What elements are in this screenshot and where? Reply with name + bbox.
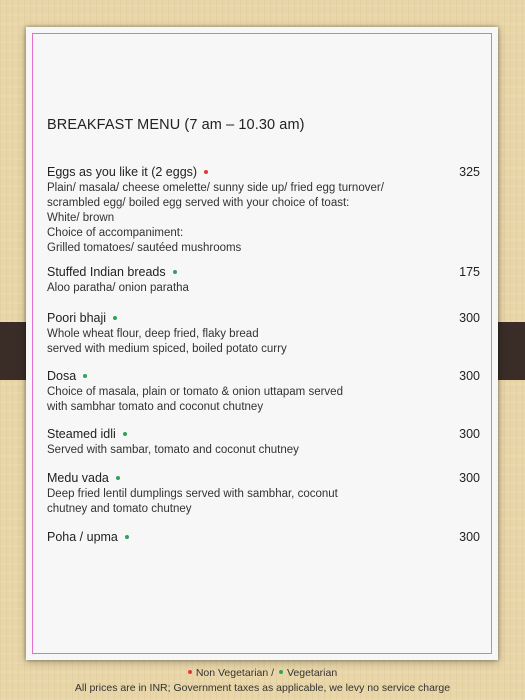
veg-dot-icon [116,476,120,480]
menu-item-price: 300 [459,427,480,441]
veg-dot-icon [113,316,117,320]
desc-line: served with medium spiced, boiled potato curry [47,343,287,355]
menu-item-name: Steamed idli [47,427,116,441]
menu-item-desc [47,327,480,357]
desc-line: White/ brown [47,212,115,224]
menu-item-stuffed-breads [47,265,480,296]
desc-line: Served with sambar, tomato and coconut chutney [47,444,299,456]
menu-item-price: 300 [459,369,480,383]
menu-item-name: Poori bhaji [47,311,107,325]
menu-item-medu-vada [47,471,480,517]
menu-item-poha-upma [47,530,480,546]
menu-item-desc [47,281,480,296]
menu-item-price: 175 [459,265,480,279]
desc-line: Choice of masala, plain or tomato & onion uttapam served [47,386,343,398]
menu-card [26,27,498,660]
desc-line: with sambhar tomato and coconut chutney [47,401,264,413]
menu-item-desc [47,487,480,517]
menu-item-name: Eggs as you like it (2 eggs) [47,165,198,179]
desc-line: Grilled tomatoes/ sautéed mushrooms [47,242,242,254]
menu-item-steamed-idli [47,427,480,458]
menu-item-poori-bhaji [47,311,480,357]
legend-non-veg: Non Vegetarian / [195,667,275,679]
legend-veg: Vegetarian [286,667,338,679]
desc-line: Aloo paratha/ onion paratha [47,282,189,294]
menu-item-name: Dosa [47,369,77,383]
menu-title: BREAKFAST MENU (7 am – 10.30 am) [47,117,305,133]
non-veg-dot-icon [204,170,208,174]
dietary-legend [0,667,525,679]
veg-dot-icon [173,270,177,274]
menu-item-desc [47,385,480,415]
veg-dot-icon [279,670,283,674]
menu-item-dosa [47,369,480,415]
veg-dot-icon [123,432,127,436]
desc-line: Whole wheat flour, deep fried, flaky bread [47,328,259,340]
veg-dot-icon [125,535,129,539]
menu-item-price: 300 [459,311,480,325]
veg-dot-icon [83,374,87,378]
menu-item-eggs [47,165,480,256]
menu-item-desc [47,181,480,256]
desc-line: Choice of accompaniment: [47,227,184,239]
desc-line: Plain/ masala/ cheese omelette/ sunny side up/ fried egg turnover/ [47,182,384,194]
menu-item-name: Stuffed Indian breads [47,265,166,279]
menu-item-price: 300 [459,530,480,544]
desc-line: Deep fried lentil dumplings served with sambhar, coconut [47,488,338,500]
menu-item-price: 325 [459,165,480,179]
menu-item-name: Medu vada [47,471,109,485]
desc-line: chutney and tomato chutney [47,503,192,515]
menu-item-price: 300 [459,471,480,485]
desc-line: scrambled egg/ boiled egg served with your choice of toast: [47,197,350,209]
menu-item-name: Poha / upma [47,530,118,544]
menu-item-desc [47,443,480,458]
non-veg-dot-icon [188,670,192,674]
price-note: All prices are in INR; Government taxes as applicable, we levy no service charge [74,682,451,694]
